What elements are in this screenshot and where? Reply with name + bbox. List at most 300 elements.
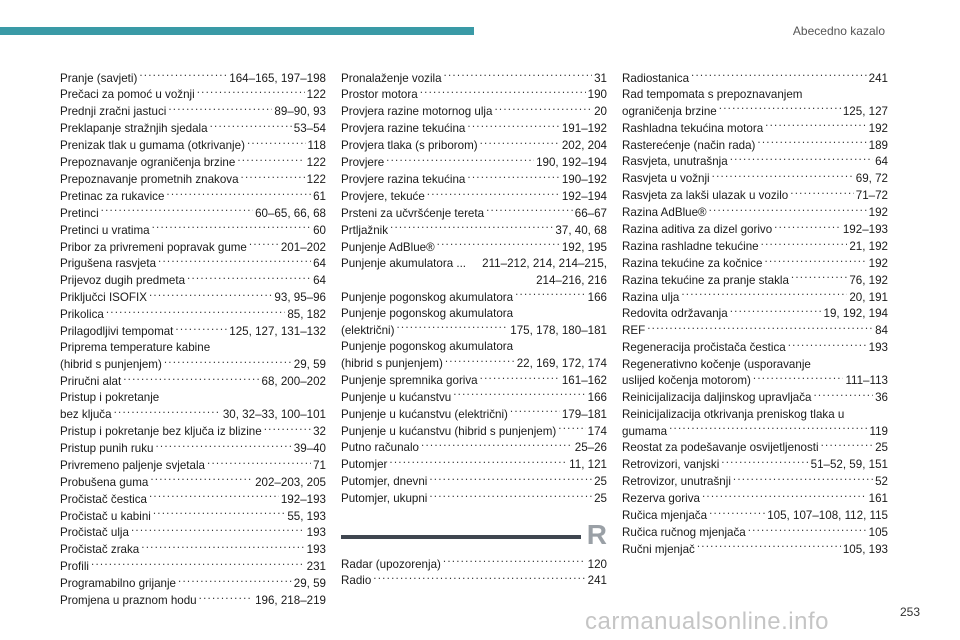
index-entry-term: Pročistač u kabini: [60, 509, 151, 523]
dot-leader: [152, 222, 312, 234]
index-entry-term: Preklapanje stražnjih sjedala: [60, 122, 208, 136]
index-entry-pages: 125, 127, 131–132: [229, 324, 326, 338]
index-entry-term: Rashladna tekućina motora: [622, 121, 764, 135]
index-entry-pages: 175, 178, 180–181: [510, 323, 607, 337]
dot-leader: [429, 474, 592, 486]
index-entry: [341, 389, 607, 406]
index-entry: [341, 440, 607, 457]
index-entry-term: Putno računalo: [341, 441, 419, 455]
index-entry-pages: 193: [868, 341, 888, 355]
dot-leader: [158, 256, 311, 268]
index-entry: [60, 188, 326, 205]
index-entry-term: Putomjer, ukupni: [341, 492, 428, 506]
dot-leader: [389, 457, 567, 469]
index-entry: [341, 205, 607, 222]
index-entry-term: Provjere: [341, 156, 385, 170]
index-entry: [60, 121, 326, 138]
index-entry: [622, 541, 888, 558]
index-entry-pages: 60–65, 66, 68: [255, 206, 326, 220]
dot-leader: [709, 507, 765, 519]
index-entry-pages: 61: [313, 189, 326, 203]
index-entry-term: Punjenje akumulatora ...: [341, 257, 467, 271]
index-entry-term: Razina tekućine za kočnice: [622, 256, 763, 270]
index-entry-term: Punjenje spremnika goriva: [341, 373, 478, 387]
index-entry-term: Punjenje u kućanstvu (hibrid s punjenjem): [341, 424, 557, 438]
index-entry-term: ograničenja brzine: [622, 104, 717, 118]
index-entry-term: Putomjer, dnevni: [341, 475, 428, 489]
index-entry-pages: 71–72: [855, 189, 888, 203]
index-entry-pages: 69, 72: [855, 172, 888, 186]
index-entry-pages: 89–90, 93: [274, 105, 326, 119]
index-entry: [622, 490, 888, 507]
index-entry-term: Retrovizor, unutrašnji: [622, 475, 731, 489]
index-entry-pages: 22, 169, 172, 174: [516, 356, 607, 370]
index-entry-pages: 166: [587, 390, 607, 404]
index-entry-term: Pranje (savjeti): [60, 71, 138, 85]
dot-leader: [164, 357, 292, 369]
index-entry-term: Putomjer: [341, 458, 388, 472]
index-entry: [341, 222, 607, 239]
index-entry-term: Pročistač čestica: [60, 492, 147, 506]
index-entry-title-line: Reinicijalizacija otkrivanja preniskog tlaka u: [622, 407, 845, 421]
dot-leader: [721, 457, 808, 469]
page-header-title: Abecedno kazalo: [792, 24, 885, 38]
dot-leader: [249, 239, 279, 251]
dot-leader: [761, 238, 848, 250]
index-entry-term: Pročistač ulja: [60, 526, 129, 540]
index-entry-pages: 84: [875, 324, 888, 338]
index-entry: [622, 137, 888, 154]
index-entry-term: Radio: [341, 574, 372, 588]
index-entry-term: Provjere, tekuće: [341, 189, 425, 203]
index-entry-pages: 25: [875, 441, 888, 455]
dot-leader: [241, 171, 305, 183]
index-entry-pages: 31: [594, 71, 607, 85]
index-entry-term: Prsteni za učvršćenje tereta: [341, 206, 485, 220]
index-entry: [622, 457, 888, 474]
index-entry-term: Rasvjeta za lakši ulazak u vozilo: [622, 189, 789, 203]
index-entry-pages: 192–194: [561, 189, 607, 203]
index-entry: [60, 542, 326, 559]
dot-leader: [197, 87, 305, 99]
index-entry-pages: 231: [306, 560, 326, 574]
index-entry-term: Reinicijalizacija daljinskog upravljača: [622, 391, 812, 405]
index-entry: [622, 306, 888, 323]
index-entry-term: Rasterećenje (način rada): [622, 138, 756, 152]
dot-leader: [123, 373, 259, 385]
index-entry-title-line: Pristup i pokretanje: [60, 391, 160, 405]
dot-leader: [765, 120, 867, 132]
dot-leader: [175, 323, 227, 335]
index-entry-pages: 118: [307, 139, 326, 153]
dot-leader: [486, 205, 573, 217]
index-entry-term: Redovita održavanja: [622, 307, 728, 321]
dot-leader: [373, 573, 585, 585]
dot-leader: [821, 440, 874, 452]
dot-leader: [420, 87, 586, 99]
index-entry-term: Ručni mjenjač: [622, 542, 695, 556]
index-entry-pages: 193: [306, 526, 326, 540]
index-entry-term: Prtljažnik: [341, 223, 389, 237]
dot-leader: [178, 576, 292, 588]
index-entry: [60, 457, 326, 474]
index-entry: [60, 390, 326, 423]
index-entry-term: Punjenje u kućanstvu (električni): [341, 407, 508, 421]
index-entry: [60, 576, 326, 593]
index-entry-term: Reostat za podešavanje osvijetljenosti: [622, 441, 819, 455]
dot-leader: [149, 290, 272, 302]
index-entry: [622, 120, 888, 137]
index-entry: [60, 340, 326, 373]
dot-leader: [730, 306, 822, 318]
index-entry-pages: 161: [868, 492, 888, 506]
index-entry-term: Rasvjeta, unutrašnja: [622, 155, 728, 169]
index-entry: [622, 221, 888, 238]
index-entry: [60, 239, 326, 256]
index-entry-term: Punjenje pogonskog akumulatora: [341, 290, 514, 304]
watermark: carmanualsonline.info: [585, 608, 829, 635]
index-entry-pages: 64: [875, 155, 888, 169]
index-entry-term: Pristup i pokretanje bez ključa iz blizine: [60, 425, 262, 439]
index-entry-term: (hibrid s punjenjem): [341, 356, 443, 370]
index-entry: [622, 171, 888, 188]
index-entry-term: Priključci ISOFIX: [60, 291, 147, 305]
index-entry-pages: 164–165, 197–198: [229, 71, 326, 85]
index-entry-pages: 196, 218–219: [255, 594, 326, 608]
dot-leader: [247, 138, 306, 150]
index-entry: [60, 474, 326, 491]
index-entry-pages: 241: [868, 71, 888, 85]
index-entry-term: Pristup punih ruku: [60, 442, 154, 455]
index-entry-term: Provjera tlaka (s priborom): [341, 139, 478, 153]
dot-leader: [647, 323, 873, 335]
index-entry-term: Razina tekućine za pranje stakla: [622, 273, 789, 287]
index-entry: [341, 457, 607, 474]
section-letter: R: [586, 519, 607, 550]
index-entry: [60, 592, 326, 609]
index-entry-pages-continued: 214–216, 216: [536, 273, 607, 287]
index-entry: [60, 373, 326, 390]
dot-leader: [702, 490, 867, 502]
header-accent-bar: [0, 27, 474, 35]
index-entry: [622, 188, 888, 205]
index-entry: [60, 491, 326, 508]
index-entry-pages: 93, 95–96: [274, 291, 326, 305]
dot-leader: [396, 322, 508, 334]
index-entry: [341, 256, 607, 289]
dot-leader: [733, 474, 873, 486]
dot-leader: [141, 542, 304, 554]
dot-leader: [199, 592, 253, 604]
index-entry-pages: 119: [869, 424, 888, 438]
index-entry-pages: 30, 32–33, 100–101: [222, 408, 326, 422]
index-entry: [60, 87, 326, 104]
index-entry-term: Razina aditiva za dizel gorivo: [622, 223, 773, 237]
index-entry-term: Prikolica: [60, 308, 104, 322]
dot-leader: [153, 508, 285, 520]
index-entry: [60, 306, 326, 323]
index-entry-pages: 161–162: [561, 373, 607, 387]
index-entry: [622, 340, 888, 357]
index-entry-term: Radiostanica: [622, 71, 690, 85]
index-entry-pages: 29, 59: [293, 358, 326, 372]
dot-leader: [264, 424, 311, 436]
index-entry: [60, 440, 326, 457]
index-entry-pages: 125, 127: [842, 104, 888, 118]
dot-leader: [719, 103, 841, 115]
index-entry-term: Pročistač zraka: [60, 543, 140, 557]
index-entry-pages: 37, 40, 68: [555, 223, 607, 237]
index-entry-pages: 122: [306, 156, 326, 170]
index-entry-pages: 76, 192: [849, 273, 888, 287]
index-entry-pages: 25: [594, 492, 607, 506]
index-entry: [60, 205, 326, 222]
dot-leader: [210, 121, 292, 133]
index-entry: [341, 474, 607, 491]
index-entry-pages: 211–212, 214, 214–215,: [482, 257, 607, 271]
index-entry-pages: 32: [313, 425, 326, 439]
dot-leader: [748, 524, 867, 536]
index-entry: [60, 138, 326, 155]
dot-leader: [427, 188, 560, 200]
index-column-2: [341, 70, 607, 507]
index-entry-pages: 111–113: [845, 374, 888, 388]
index-entry: [341, 339, 607, 372]
dot-leader: [386, 154, 534, 166]
index-entry-pages: 105, 107–108, 112, 115: [767, 508, 888, 522]
dot-leader: [515, 289, 586, 301]
dot-leader: [443, 556, 586, 568]
index-entry-pages: 191–192: [561, 122, 607, 136]
index-column-2-r: [341, 556, 607, 590]
index-column-3: [622, 70, 888, 558]
dot-leader: [681, 289, 847, 301]
index-entry-pages: 39–40: [293, 442, 326, 455]
index-entry-term: Provjera razine motornog ulja: [341, 105, 493, 119]
dot-leader: [421, 440, 573, 452]
index-entry-term: Punjenje u kućanstvu: [341, 390, 452, 404]
index-entry: [60, 559, 326, 576]
index-entry-term: Promjena u praznom hodu: [60, 594, 197, 608]
dot-leader: [697, 541, 841, 553]
section-r-divider: [341, 519, 607, 551]
dot-leader: [691, 70, 867, 82]
index-entry-term: Pribor za privremeni popravak gume: [60, 240, 247, 254]
index-entry-pages: 122: [306, 172, 326, 186]
index-entry: [622, 507, 888, 524]
page-number: 253: [899, 605, 920, 619]
dot-leader: [437, 239, 560, 251]
index-entry-term: REF: [622, 324, 646, 338]
index-entry-term: Ručica mjenjača: [622, 508, 708, 522]
index-entry: [622, 87, 888, 120]
index-entry-term: Prijevoz dugih predmeta: [60, 274, 186, 288]
index-entry-pages: 190, 192–194: [536, 156, 607, 170]
index-entry: [341, 490, 607, 507]
index-entry-pages: 19, 192, 194: [823, 307, 888, 321]
index-entry-pages: 192: [868, 121, 888, 135]
index-entry: [341, 104, 607, 121]
index-entry-pages: 105: [868, 525, 888, 539]
dot-leader: [790, 188, 853, 200]
index-entry: [341, 573, 607, 590]
index-entry-term: Privremeno paljenje svjetala: [60, 458, 205, 472]
dot-leader: [150, 474, 253, 486]
index-entry: [60, 290, 326, 307]
index-entry: [341, 289, 607, 306]
dot-leader: [444, 70, 593, 82]
index-entry-pages: 20: [594, 105, 607, 119]
index-entry-term: Profili: [60, 560, 89, 574]
index-entry-term: Provjera razine tekućina: [341, 122, 466, 136]
index-entry: [622, 474, 888, 491]
index-entry: [341, 188, 607, 205]
index-entry-term: Provjere razina tekućina: [341, 172, 466, 186]
dot-leader: [131, 525, 305, 537]
index-entry-term: Regeneracija pročistača čestica: [622, 341, 786, 355]
index-entry: [60, 424, 326, 441]
index-entry-title-line: Regenerativno kočenje (usporavanje: [622, 357, 811, 371]
index-entry-term: Probušena guma: [60, 475, 149, 489]
index-entry-pages: 192, 195: [561, 240, 607, 254]
dot-leader: [139, 70, 227, 82]
index-entry-pages: 193: [306, 543, 326, 557]
index-entry: [622, 357, 888, 390]
index-entry-term: Pronalaženje vozila: [341, 71, 442, 85]
index-entry-pages: 53–54: [293, 122, 326, 136]
index-entry: [60, 70, 326, 87]
index-entry-term: (hibrid s punjenjem): [60, 358, 162, 372]
index-entry-term: Prepoznavanje prometnih znakova: [60, 172, 239, 186]
index-entry-pages: 55, 193: [287, 509, 326, 523]
index-entry-term: Prečaci za pomoć u vožnji: [60, 88, 195, 102]
index-entry: [622, 238, 888, 255]
index-entry-pages: 201–202: [280, 240, 326, 254]
dot-leader: [207, 457, 311, 469]
index-entry: [622, 524, 888, 541]
index-entry-pages: 122: [306, 88, 326, 102]
index-entry-term: Programabilno grijanje: [60, 577, 176, 591]
index-entry: [622, 70, 888, 87]
dot-leader: [788, 340, 867, 352]
dot-leader: [791, 272, 847, 284]
dot-leader: [510, 406, 560, 418]
index-entry-pages: 25: [594, 475, 607, 489]
index-entry-term: Rasvjeta u vožnji: [622, 172, 710, 186]
index-entry-term: Prepoznavanje ograničenja brzine: [60, 156, 236, 170]
index-entry: [622, 205, 888, 222]
index-entry: [60, 323, 326, 340]
index-entry: [341, 70, 607, 87]
index-entry-pages: 105, 193: [842, 542, 888, 556]
dot-leader: [669, 423, 867, 435]
index-entry: [60, 222, 326, 239]
dot-leader: [480, 138, 560, 150]
index-entry-pages: 64: [313, 274, 326, 288]
dot-leader: [467, 121, 559, 133]
index-entry-term: Ručica ručnog mjenjača: [622, 525, 746, 539]
index-entry-pages: 60: [313, 223, 326, 237]
index-entry-term: Priručni alat: [60, 375, 122, 389]
index-entry-pages: 29, 59: [293, 577, 326, 591]
dot-leader: [155, 440, 291, 452]
index-entry-title-line: Priprema temperature kabine: [60, 341, 211, 355]
index-entry-term: Pretinci: [60, 206, 99, 220]
index-entry-pages: 85, 182: [287, 308, 326, 322]
index-entry: [622, 272, 888, 289]
index-entry-term: Prilagodljivi tempomat: [60, 324, 174, 338]
index-entry-pages: 192: [868, 256, 888, 270]
index-entry-pages: 68, 200–202: [261, 375, 326, 389]
dot-leader: [390, 222, 553, 234]
index-entry: [341, 239, 607, 256]
index-entry: [341, 423, 607, 440]
dot-leader: [166, 188, 311, 200]
index-entry-term: Retrovizori, vanjski: [622, 458, 720, 472]
dot-leader: [453, 389, 585, 401]
index-entry-term: Prednji zračni jastuci: [60, 105, 167, 119]
dot-leader: [149, 491, 279, 503]
index-entry-pages: 21, 192: [849, 239, 888, 253]
index-entry: [341, 556, 607, 573]
index-entry-term: Punjenje AdBlue®: [341, 240, 435, 254]
index-entry-pages: 51–52, 59, 151: [810, 458, 888, 472]
index-entry: [341, 406, 607, 423]
index-entry: [60, 171, 326, 188]
index-entry-pages: 36: [875, 391, 888, 405]
dot-leader: [730, 154, 873, 166]
dot-leader: [101, 205, 253, 217]
index-entry-pages: 120: [587, 557, 607, 571]
index-entry: [341, 171, 607, 188]
index-entry-term: Prenizak tlak u gumama (otkrivanje): [60, 139, 245, 153]
index-entry: [60, 525, 326, 542]
index-entry: [622, 440, 888, 457]
index-entry-term: Prigušena rasvjeta: [60, 257, 157, 271]
index-entry-pages: 174: [587, 424, 607, 438]
index-entry-pages: 71: [313, 458, 326, 472]
index-entry-term: Razina rashladne tekućine: [622, 239, 759, 253]
dot-leader: [813, 390, 873, 402]
index-column-1: [60, 70, 326, 609]
dot-leader: [237, 154, 304, 166]
index-entry: [60, 256, 326, 273]
index-entry-term: Rezerva goriva: [622, 492, 700, 506]
dot-leader: [467, 171, 559, 183]
index-entry: [60, 508, 326, 525]
index-entry-title-line: Punjenje pogonskog akumulatora: [341, 306, 514, 320]
index-entry: [341, 306, 607, 339]
dot-leader: [774, 221, 841, 233]
index-entry: [622, 154, 888, 171]
index-entry-pages: 241: [587, 574, 607, 588]
index-entry-pages: 66–67: [574, 206, 607, 220]
dot-leader: [91, 559, 305, 571]
dot-leader: [757, 137, 866, 149]
index-entry-pages: 52: [875, 475, 888, 489]
index-entry: [622, 255, 888, 272]
dot-leader: [114, 407, 221, 419]
dot-leader: [765, 255, 867, 267]
index-entry-term: Prostor motora: [341, 88, 418, 102]
dot-leader: [187, 273, 311, 285]
index-entry: [341, 87, 607, 104]
index-entry: [60, 104, 326, 121]
index-entry: [341, 154, 607, 171]
index-entry-pages: 189: [868, 138, 888, 152]
dot-leader: [168, 104, 272, 116]
dot-leader: [106, 306, 286, 318]
